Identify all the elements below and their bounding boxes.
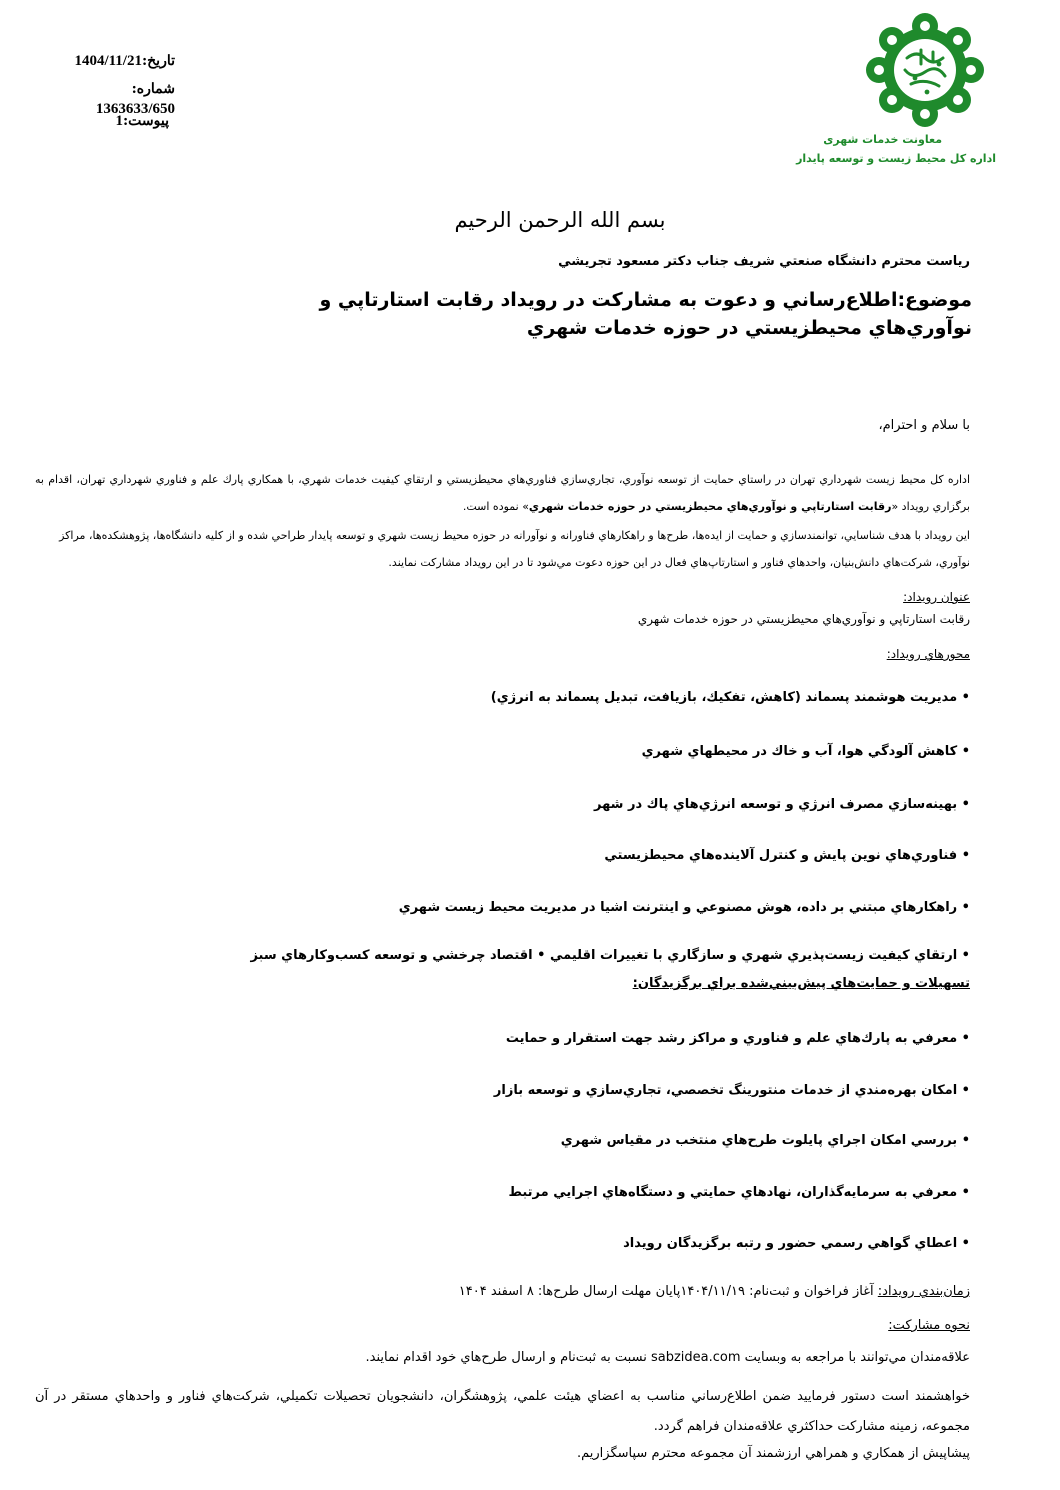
paragraph-intro-end: » نموده است.: [462, 500, 529, 513]
number-label: شماره:: [131, 81, 175, 97]
axis-item: • مديريت هوشمند پسماند (كاهش، تفكيك، بازيافت، تبديل پسماند به انرژي): [490, 690, 970, 705]
date-row: [74, 52, 175, 70]
event-title-value: رقابت استارتاپي و نوآوري‌هاي محيطزيستي در حوزه خدمات شهري: [637, 612, 970, 626]
axes-label: محورهاي رويداد:: [886, 647, 970, 661]
recipient: رياست محترم دانشگاه صنعتي شريف جناب دكتر مسعود تجريشي: [558, 254, 970, 269]
axis-item: • فناوري‌هاي نوين پايش و كنترل آلاينده‌هاي محيطزيستي: [604, 848, 970, 863]
attachment-row: [116, 112, 170, 130]
event-title-label: عنوان رويداد:: [903, 590, 970, 604]
event-title-label-row: [35, 586, 970, 605]
axis-item: • كاهش آلودگي هوا، آب و خاك در محيطهاي شهري: [641, 744, 970, 759]
attachment-value: 1: [115, 113, 123, 129]
paragraph-intro: [35, 466, 970, 520]
greeting: با سلام و احترام،: [878, 418, 970, 433]
closing-text: پيشاپيش از همكاري و همراهي ارزشمند آن مجموعه محترم سپاسگزاريم.: [577, 1446, 970, 1461]
logo-emblem-icon: [855, 12, 995, 132]
number-row: [132, 80, 175, 98]
axes-label-row: [35, 643, 970, 662]
participation-text: علاقه‌مندان مي‌توانند با مراجعه به وبسايت sabzidea.com نسبت به ثبت‌نام و ارسال طرح‌هاي خود اقدام نمايند.: [365, 1350, 970, 1365]
participation-label: نحوه مشاركت:: [888, 1318, 970, 1333]
date-label: تاریخ:: [141, 53, 175, 69]
event-name-bold: رقابت استارتاپي و نوآوري‌هاي محيطزيستي در حوزه خدمات شهري: [528, 500, 892, 513]
org-department: اداره کل محیط زیست و توسعه پایدار: [796, 152, 996, 165]
support-item: • معرفي به پارك‌هاي علم و فناوري و مراكز رشد جهت استقرار و حمايت: [505, 1031, 970, 1046]
support-item: • بررسي امكان اجراي پايلوت طرح‌هاي منتخب در مقياس شهري: [560, 1133, 970, 1148]
support-item: • اعطاي گواهي رسمي حضور و رتبه برگزيدگان رويداد: [623, 1236, 970, 1251]
timing-label: زمان‌بندي رويداد:: [877, 1284, 970, 1299]
subject-line-1: موضوع:اطلاع‌رساني و دعوت به مشاركت در رويداد رقابت استارتاپي و: [319, 289, 972, 311]
date-value: 1404/11/21: [74, 53, 142, 69]
request-text: خواهشمند است دستور فرماييد ضمن اطلاع‌رساني مناسب به اعضاي هيئت علمي، پژوهشگران، دانشجويان تحصيلات تكميلي، شركت‌هاي فناور و واحدهاي مستقر در آن مجموعه، زمينه مشاركت حداكثري علاقه‌مندان فراهم گردد.: [35, 1389, 970, 1434]
timing-value: آغاز فراخوان و ثبت‌نام: ۱۴۰۴/۱۱/۱۹پايان مهلت ارسال طرح‌ها: ۸ اسفند ۱۴۰۴: [458, 1284, 878, 1299]
axis-item: • ارتقاي كيفيت زيست‌پذيري شهري و سازگاري با تغييرات اقليمي • اقتصاد چرخشي و توسعه كسب‌وكارهاي سبز: [250, 948, 970, 963]
support-item: • معرفي به سرمايه‌گذاران، نهادهاي حمايتي و دستگاه‌هاي اجرايي مرتبط: [508, 1185, 970, 1200]
axis-item: • بهينه‌سازي مصرف انرژي و توسعه انرژي‌هاي پاك در شهر: [594, 797, 970, 812]
axis-item: • راهكارهاي مبتني بر داده، هوش مصنوعي و اينترنت اشيا در مديريت محيط زيست شهري: [398, 900, 970, 915]
subject: [272, 286, 972, 342]
paragraph-purpose: اين رويداد با هدف شناسايي، توانمندسازي و حمايت از ايده‌ها، طرح‌ها و راهكارهاي فناورانه و نوآورانه در حوزه محيط زيست شهري و توسعه پايدار طراحي شده و از كليه دانشگاه‌ها، پژوهشكده‌ها، مراكز نوآوري، شركت‌هاي دانش‌بنيان، واحدهاي فناور و استارتاپ‌هاي فعال در اين حوزه دعوت مي‌شود تا در اين رويداد مشاركت نمايند.: [59, 529, 970, 569]
paragraph-intro-start: اداره كل محيط زيست شهرداري تهران در راستاي حمايت از توسعه نوآوري، تجاري‌سازي فناوري‌هاي محيطزيستي و ارتقاي كيفيت خدمات شهري، با همكاري پارك علم و فناوري شهرداري تهران، اقدام به برگزاري رويداد «: [35, 473, 970, 513]
support-label: تسهيلات و حمايت‌هاي پيش‌بيني‌شده براي برگزيدگان:: [632, 976, 970, 991]
number-value: 1363633/650: [95, 101, 175, 117]
support-item: • امكان بهره‌مندي از خدمات منتورينگ تخصصي، تجاري‌سازي و توسعه بازار: [493, 1083, 970, 1098]
tehran-municipality-logo: [855, 12, 995, 132]
subject-line-2: نوآوري‌هاي محيطزيستي در حوزه خدمات شهري: [526, 317, 972, 339]
basmala: بسم الله الرحمن الرحيم: [454, 208, 666, 232]
org-deputy: معاونت خدمات شهری: [823, 133, 942, 146]
attachment-label: پیوست:: [123, 113, 169, 129]
timing-row: [35, 1284, 970, 1299]
